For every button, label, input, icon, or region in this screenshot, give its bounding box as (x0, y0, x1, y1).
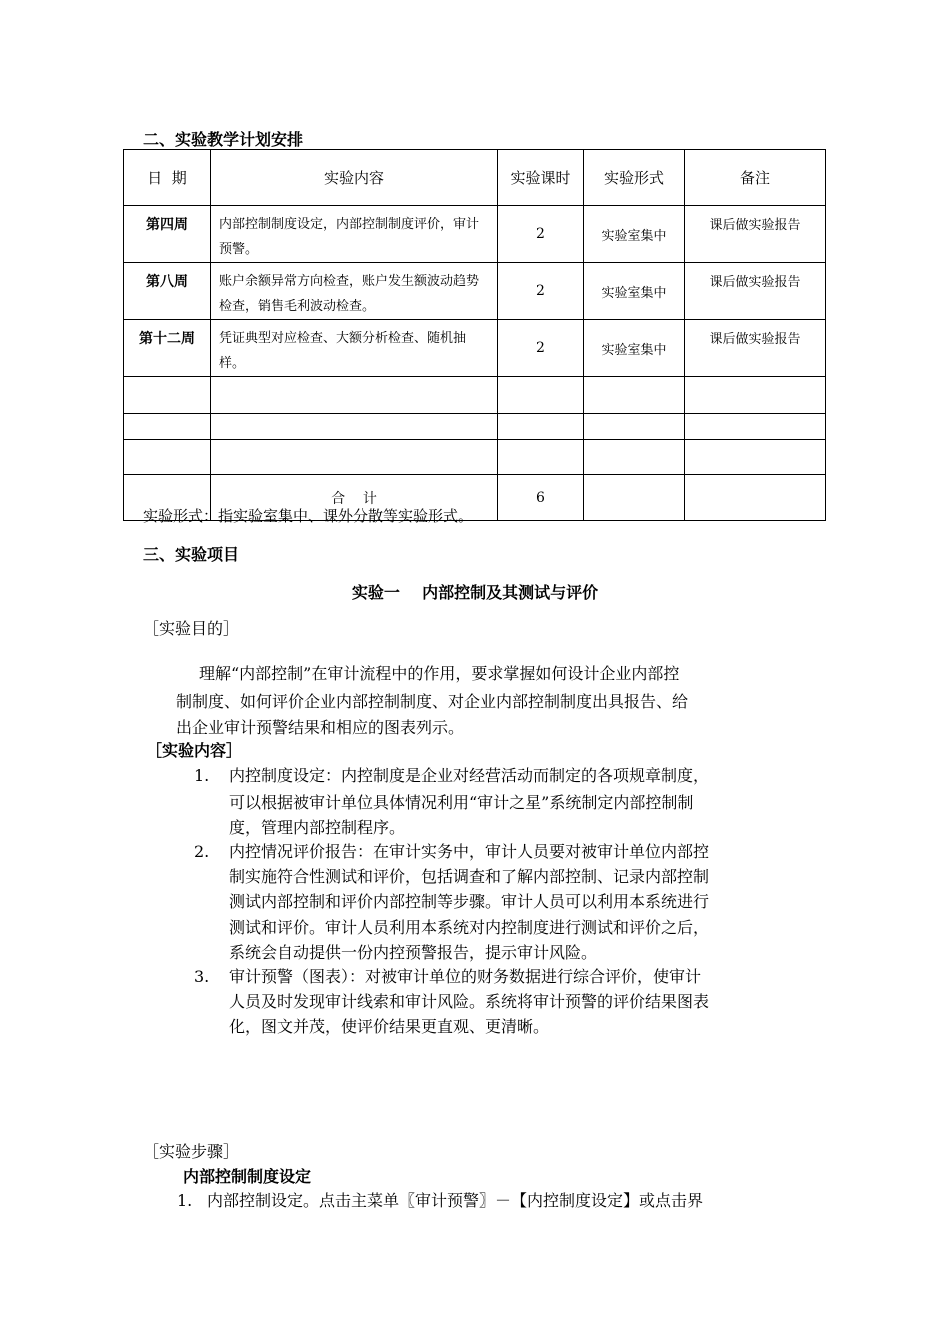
cell-date: 第四周 (124, 206, 211, 263)
total-hours: 6 (498, 475, 584, 521)
header-content: 实验内容 (211, 150, 498, 206)
cell-content: 账户余额异常方向检查，账户发生额波动趋势检查，销售毛利波动检查。 (211, 263, 498, 320)
section-heading: 二、实验教学计划安排 (143, 130, 304, 149)
list-item-line: 可以根据被审计单位具体情况利用“审计之星”系统制定内部控制制 (229, 793, 694, 812)
table-row (124, 206, 826, 263)
list-number: 2. (194, 842, 210, 861)
cell-note: 课后做实验报告 (685, 320, 826, 377)
section-heading: 三、实验项目 (143, 545, 240, 564)
steps-subheading: 内部控制制度设定 (183, 1167, 312, 1186)
cell-hours: 2 (498, 263, 584, 320)
table-row-empty (124, 414, 826, 440)
list-item-line: 测试和评价。审计人员利用本系统对内控制度进行测试和评价之后， (229, 918, 710, 937)
step-line: 内部控制设定。点击主菜单〖审计预警〗－【内控制度设定】或点击界 (207, 1191, 704, 1210)
cell-form: 实验室集中 (584, 206, 685, 263)
list-item-line: 化，图文并茂，使评价结果更直观、更清晰。 (229, 1017, 550, 1036)
purpose-heading: ［实验目的］ (143, 619, 240, 638)
purpose-line: 制制度、如何评价企业内部控制制度、对企业内部控制制度出具报告、给 (176, 692, 689, 711)
table-row-empty (124, 440, 826, 475)
purpose-line: 出企业审计预警结果和相应的图表列示。 (176, 718, 465, 737)
list-item-line: 内控情况评价报告：在审计实务中，审计人员要对被审计单位内部控 (229, 842, 710, 861)
cell-date: 第八周 (124, 263, 211, 320)
total-label: 合 计 (211, 475, 498, 521)
list-number: 1. (177, 1191, 193, 1210)
list-item-line: 测试内部控制和评价内部控制等步骤。审计人员可以利用本系统进行 (229, 892, 710, 911)
list-number: 1. (194, 766, 210, 785)
header-note: 备注 (685, 150, 826, 206)
purpose-line: 理解“内部控制”在审计流程中的作用，要求掌握如何设计企业内部控 (199, 664, 680, 683)
cell-hours: 2 (498, 320, 584, 377)
cell-content: 内部控制制度设定，内部控制制度评价，审计预警。 (211, 206, 498, 263)
schedule-table (123, 149, 826, 521)
list-number: 3. (194, 967, 210, 986)
experiment-title: 实验一 内部控制及其测试与评价 (351, 583, 599, 602)
cell-note: 课后做实验报告 (685, 206, 826, 263)
header-form: 实验形式 (584, 150, 685, 206)
table-header-row (124, 150, 826, 206)
list-item-line: 人员及时发现审计线索和审计风险。系统将审计预警的评价结果图表 (229, 992, 710, 1011)
cell-note: 课后做实验报告 (685, 263, 826, 320)
table-row-empty (124, 377, 826, 414)
table-footnote: 实验形式：指实验室集中、课外分散等实验形式。 (143, 507, 474, 525)
header-date: 日 期 (124, 150, 211, 206)
table-row (124, 263, 826, 320)
header-hours: 实验课时 (498, 150, 584, 206)
list-item-line: 度，管理内部控制程序。 (229, 818, 406, 837)
list-item-line: 系统会自动提供一份内控预警报告，提示审计风险。 (229, 943, 598, 962)
cell-content: 凭证典型对应检查、大额分析检查、随机抽样。 (211, 320, 498, 377)
cell-date: 第十二周 (124, 320, 211, 377)
steps-heading: ［实验步骤］ (143, 1142, 240, 1161)
cell-hours: 2 (498, 206, 584, 263)
cell-form: 实验室集中 (584, 320, 685, 377)
cell-form: 实验室集中 (584, 263, 685, 320)
table-row (124, 320, 826, 377)
list-item-line: 审计预警（图表）：对被审计单位的财务数据进行综合评价，使审计 (229, 967, 702, 986)
content-heading: ［实验内容］ (146, 741, 243, 760)
list-item-line: 内控制度设定：内控制度是企业对经营活动而制定的各项规章制度， (229, 766, 710, 785)
list-item-line: 制实施符合性测试和评价，包括调查和了解内部控制、记录内部控制 (229, 867, 710, 886)
